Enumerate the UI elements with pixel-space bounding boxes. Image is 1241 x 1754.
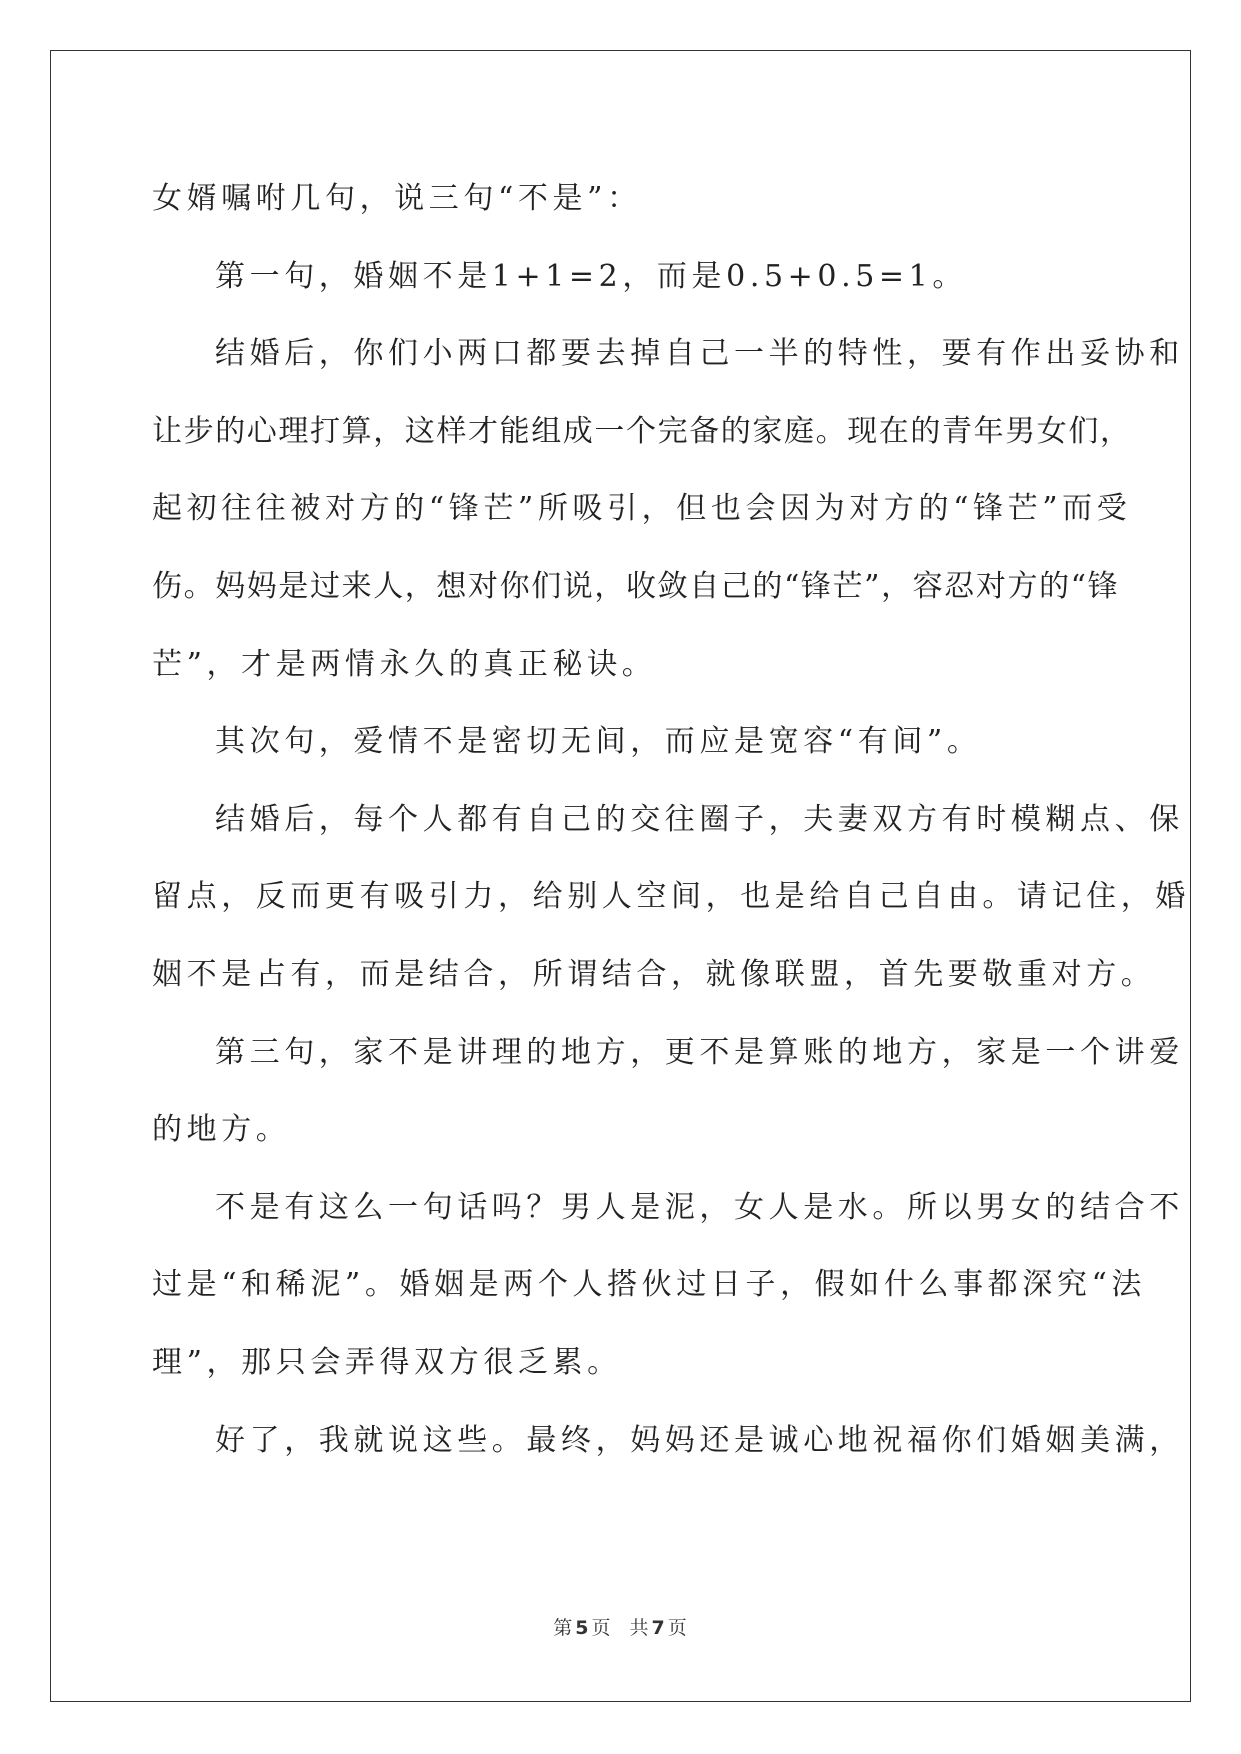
paragraph-line: 不是有这么一句话吗？男人是泥，女人是水。所以男女的结合不 [215,1189,1184,1225]
paragraph-line: 其次句，爱情不是密切无间，而应是宽容“有间”。 [215,724,982,760]
footer-total-prefix: 共 [629,1617,650,1639]
paragraph-line: 女婿嘱咐几句，说三句“不是”： [152,181,642,216]
paragraph-line: 理”，那只会弄得双方很乏累。 [152,1344,622,1380]
paragraph-line: 好了，我就说这些。最终，妈妈还是诚心地祝福你们婚姻美满， [215,1422,1184,1458]
paragraph-line: 芒”，才是两情永久的真正秘诀。 [152,646,657,682]
paragraph-line: 姻不是占有，而是结合，所谓结合，就像联盟，首先要敬重对方。 [152,956,1156,992]
footer-total-pages: 7 [651,1617,666,1639]
footer-total-suffix: 页 [667,1617,688,1639]
paragraph-line: 过是“和稀泥”。婚姻是两个人搭伙过日子，假如什么事都深究“法 [152,1267,1147,1303]
footer-page-suffix: 页 [591,1617,612,1639]
paragraph-line: 起初往往被对方的“锋芒”所吸引，但也会因为对方的“锋芒”而受 [152,491,1132,527]
paragraph-line: 留点，反而更有吸引力，给别人空间，也是给自己自由。请记住，婚 [152,879,1190,915]
document-body [152,160,1190,1479]
footer-page-number: 5 [575,1617,590,1639]
paragraph-line: 第一句，婚姻不是1+1=2，而是0.5+0.5=1。 [215,258,967,294]
paragraph-line: 第三句，家不是讲理的地方，更不是算账的地方，家是一个讲爱 [215,1034,1184,1070]
paragraph-line: 让步的心理打算，这样才能组成一个完备的家庭。现在的青年男女们， [152,413,1132,449]
paragraph-line: 伤。妈妈是过来人，想对你们说，收敛自己的“锋芒”，容忍对方的“锋 [152,568,1120,604]
page-footer [0,1613,1241,1640]
paragraph-line: 结婚后，你们小两口都要去掉自己一半的特性，要有作出妥协和 [215,336,1184,372]
paragraph-line: 的地方。 [152,1112,291,1148]
paragraph-line: 结婚后，每个人都有自己的交往圈子，夫妻双方有时模糊点、保 [215,801,1184,837]
footer-page-prefix: 第 [553,1617,574,1639]
